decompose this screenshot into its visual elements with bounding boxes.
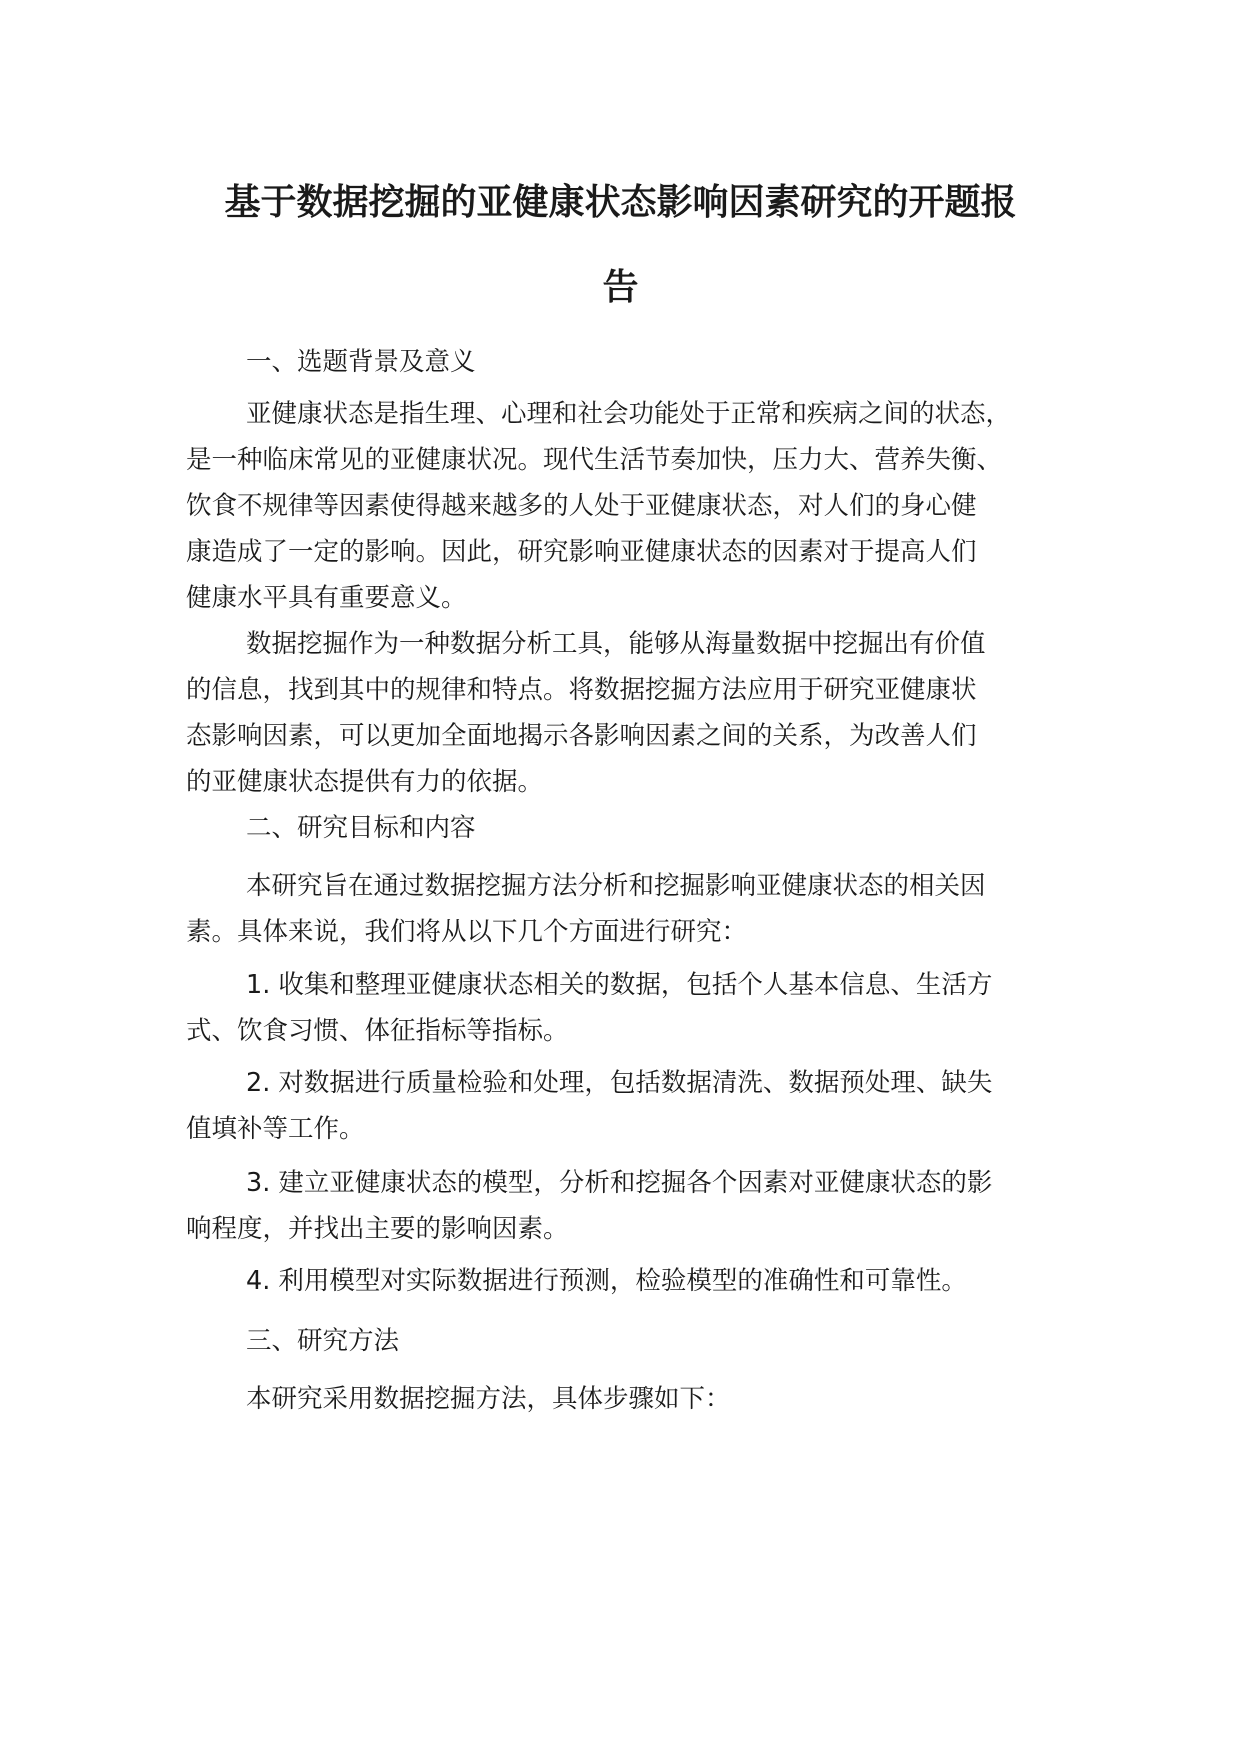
paragraph-line: 的亚健康状态提供有力的依据。 [186,767,544,797]
paragraph-background [186,391,1076,621]
paragraph-line: 健康水平具有重要意义。 [186,583,467,613]
list-item-line: 1. 收集和整理亚健康状态相关的数据，包括个人基本信息、生活方 [246,970,993,1000]
paragraph-goals [186,863,1076,955]
section-heading: 一、选题背景及意义 [246,347,476,377]
section-heading: 三、研究方法 [246,1326,400,1356]
section-heading-background [186,339,1076,385]
paragraph-line: 饮食不规律等因素使得越来越多的人处于亚健康状态，对人们的身心健 [186,491,977,521]
document-title-line-1: 基于数据挖掘的亚健康状态影响因素研究的开题报 [224,182,1017,223]
section-heading: 二、研究目标和内容 [246,813,476,843]
paragraph-line: 康造成了一定的影响。因此，研究影响亚健康状态的因素对于提高人们 [186,537,977,567]
list-item-4 [186,1258,1076,1304]
paragraph-line: 亚健康状态是指生理、心理和社会功能处于正常和疾病之间的状态， [246,399,1012,429]
list-item-3 [186,1160,1076,1252]
list-item-line: 4. 利用模型对实际数据进行预测，检验模型的准确性和可靠性。 [246,1266,967,1296]
paragraph-line: 素。具体来说，我们将从以下几个方面进行研究： [186,917,748,947]
paragraph-line: 本研究旨在通过数据挖掘方法分析和挖掘影响亚健康状态的相关因 [246,871,986,901]
list-item-line: 响程度，并找出主要的影响因素。 [186,1214,569,1244]
paragraph-data-mining [186,621,1076,805]
paragraph-line: 数据挖掘作为一种数据分析工具，能够从海量数据中挖掘出有价值 [246,629,986,659]
list-item-line: 式、饮食习惯、体征指标等指标。 [186,1016,569,1046]
list-item-line: 2. 对数据进行质量检验和处理，包括数据清洗、数据预处理、缺失 [246,1068,993,1098]
document-title-line-2: 告 [602,267,639,308]
paragraph-line: 本研究采用数据挖掘方法，具体步骤如下： [246,1384,731,1414]
paragraph-line: 的信息，找到其中的规律和特点。将数据挖掘方法应用于研究亚健康状 [186,675,977,705]
list-item-1 [186,962,1076,1054]
list-item-2 [186,1060,1076,1152]
paragraph-methods [186,1376,1076,1422]
list-item-line: 3. 建立亚健康状态的模型，分析和挖掘各个因素对亚健康状态的影 [246,1168,993,1198]
section-heading-methods [186,1318,1076,1364]
paragraph-line: 态影响因素，可以更加全面地揭示各影响因素之间的关系，为改善人们 [186,721,977,751]
list-item-line: 值填补等工作。 [186,1114,365,1144]
paragraph-line: 是一种临床常见的亚健康状况。现代生活节奏加快，压力大、营养失衡、 [186,445,1003,475]
section-heading-goals [186,805,1076,851]
